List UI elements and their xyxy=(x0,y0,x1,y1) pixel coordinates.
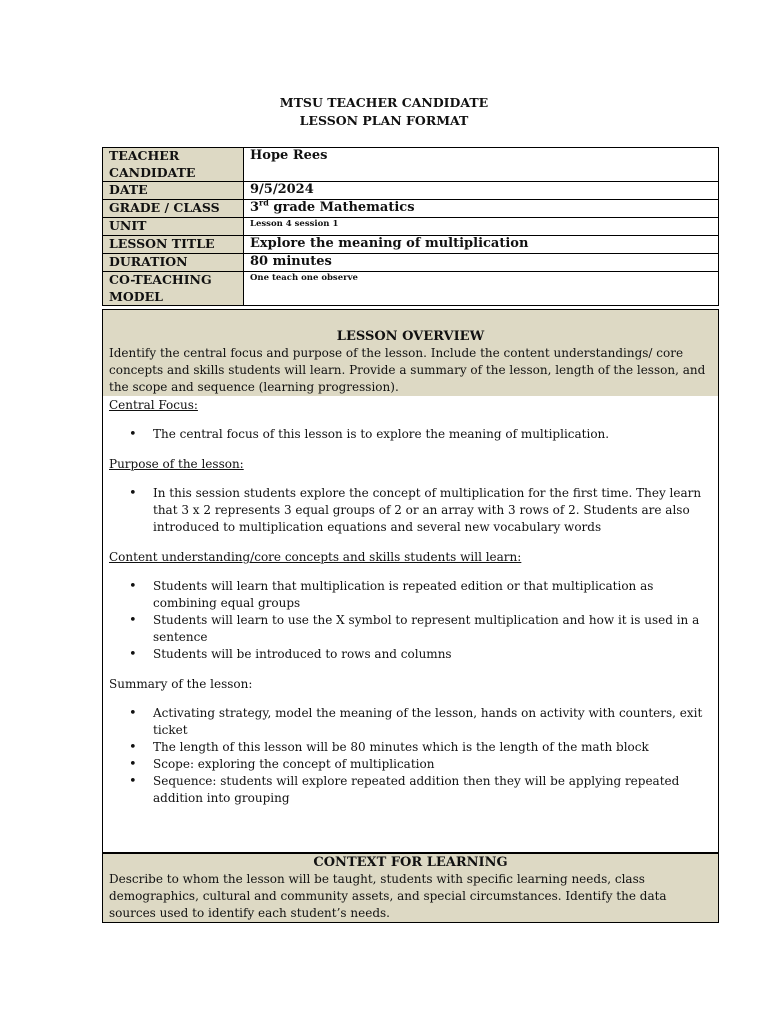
list-item: • In this session students explore the concept of multiplication for the first time. They learn that 3 x 2 represents 3 equal groups of 2 or an array with 3 rows of 2. Students are also introduced to multiplication equations and several new vocabulary words xyxy=(103,485,718,536)
list-item: • Students will learn that multiplication is repeated edition or that multiplication as combining equal groups xyxy=(103,578,718,612)
date-value: 9/5/2024 xyxy=(244,182,719,200)
list-item: • Scope: exploring the concept of multiplication xyxy=(103,756,718,773)
teacher-candidate-value: Hope Rees xyxy=(244,148,719,182)
page-title xyxy=(0,94,768,129)
row-duration xyxy=(103,254,719,272)
row-grade xyxy=(103,200,719,218)
list-item: • Sequence: students will explore repeated addition then they will be applying repeated addition into grouping xyxy=(103,773,718,807)
list-item: • The central focus of this lesson is to explore the meaning of multiplication. xyxy=(103,426,718,443)
content-list xyxy=(103,578,718,663)
central-focus-label: Central Focus: xyxy=(109,398,198,412)
duration-label: DURATION xyxy=(103,254,244,272)
lesson-title-value: Explore the meaning of multiplication xyxy=(244,236,719,254)
duration-value: 80 minutes xyxy=(244,254,719,272)
row-date xyxy=(103,182,719,200)
context-for-learning-header xyxy=(102,853,719,923)
grade-subject: grade Mathematics xyxy=(268,200,415,215)
coteaching-value: One teach one observe xyxy=(244,272,719,306)
teacher-candidate-label: TEACHER CANDIDATE xyxy=(103,148,244,182)
lesson-info-table xyxy=(102,147,719,306)
title-line-1: MTSU TEACHER CANDIDATE xyxy=(279,95,489,110)
row-unit xyxy=(103,218,719,236)
list-item: • Activating strategy, model the meaning of the lesson, hands on activity with counters, exit ticket xyxy=(103,705,718,739)
purpose-label: Purpose of the lesson: xyxy=(109,457,244,471)
list-item: • Students will be introduced to rows and columns xyxy=(103,646,718,663)
purpose-list xyxy=(103,485,718,536)
list-item: • The length of this lesson will be 80 minutes which is the length of the math block xyxy=(103,739,718,756)
summary-list xyxy=(103,705,718,807)
date-label: DATE xyxy=(103,182,244,200)
lesson-title-label: LESSON TITLE xyxy=(103,236,244,254)
grade-ordinal-suffix: rd xyxy=(259,197,269,208)
central-focus-list xyxy=(103,426,718,443)
lesson-overview-heading: LESSON OVERVIEW xyxy=(336,329,485,344)
title-line-2: LESSON PLAN FORMAT xyxy=(299,112,469,128)
unit-label: UNIT xyxy=(103,218,244,236)
grade-number: 3 xyxy=(250,200,260,215)
row-lesson-title xyxy=(103,236,719,254)
row-teacher-candidate xyxy=(103,148,719,182)
lesson-overview-header xyxy=(102,309,719,397)
context-for-learning-instructions: Describe to whom the lesson will be taught, students with specific learning needs, class demographics, cultural and community assets, and special circumstances. Identify the data sources used to identify each student’s needs. xyxy=(109,872,667,920)
list-item: • Students will learn to use the X symbol to represent multiplication and how it is used in a sentence xyxy=(103,612,718,646)
unit-value: Lesson 4 session 1 xyxy=(244,218,719,236)
context-for-learning-heading: CONTEXT FOR LEARNING xyxy=(313,855,508,870)
coteaching-label: CO-TEACHING MODEL xyxy=(103,272,244,306)
row-coteaching xyxy=(103,272,719,306)
lesson-overview-instructions: Identify the central focus and purpose of the lesson. Include the content understandings/ core concepts and skills students will learn. Provide a summary of the lesson, length of the lesson, and the scope and sequence (learning progression). xyxy=(109,346,706,394)
content-label: Content understanding/core concepts and skills students will learn: xyxy=(109,550,522,564)
lesson-overview-body xyxy=(102,396,719,853)
grade-label: GRADE / CLASS xyxy=(103,200,244,218)
summary-label: Summary of the lesson: xyxy=(109,677,253,691)
grade-value xyxy=(244,197,719,218)
